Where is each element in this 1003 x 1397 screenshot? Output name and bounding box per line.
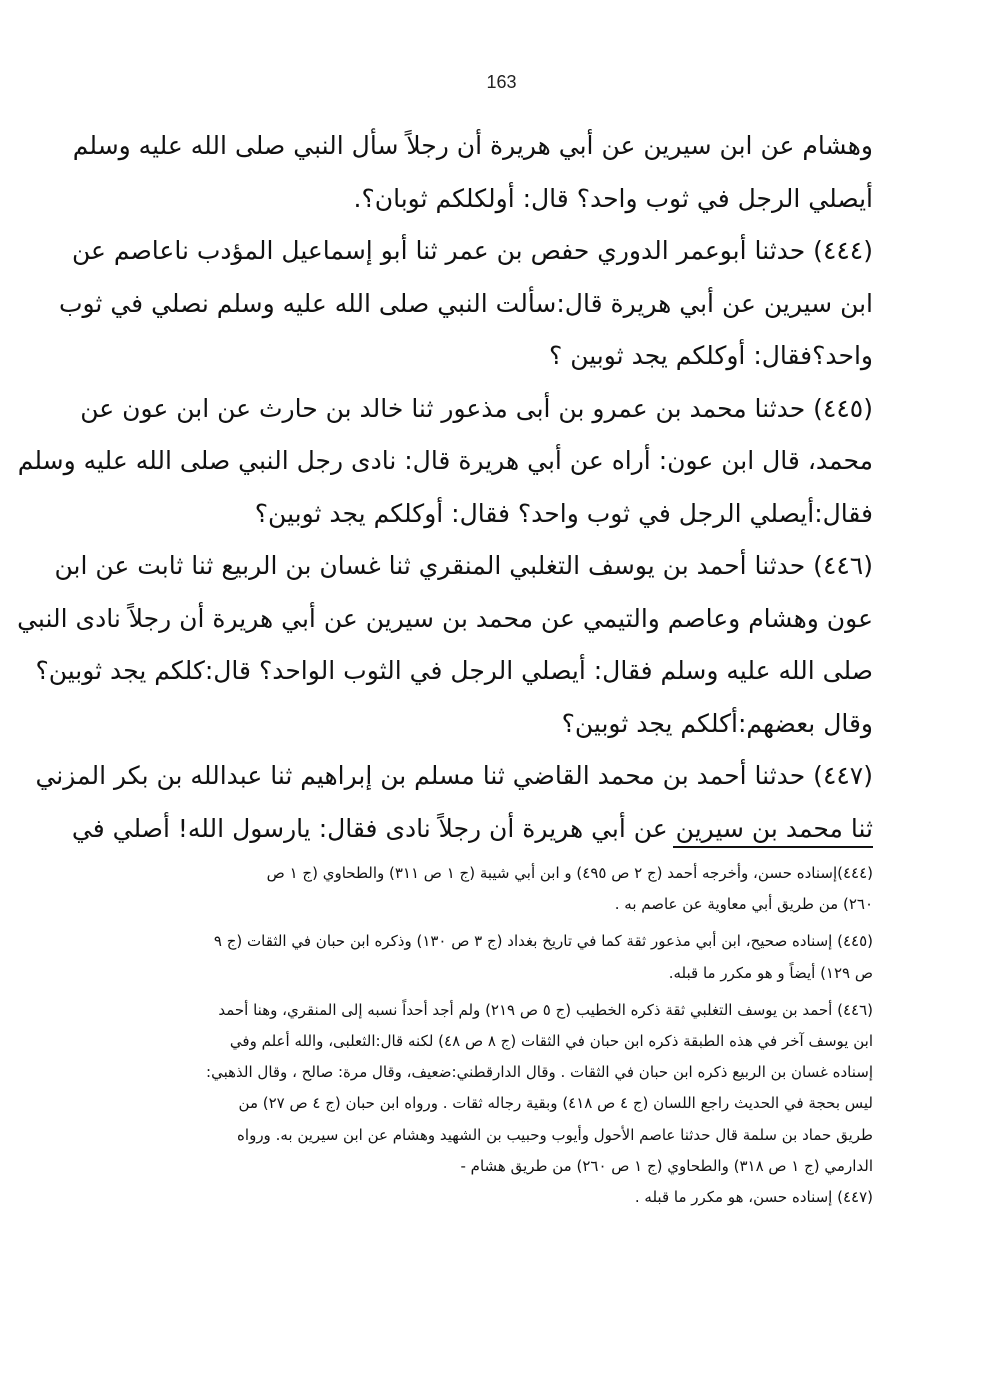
text-line: فقال:أيصلي الرجل في ثوب واحد؟ فقال: أوكلكم يجد ثوبين؟: [254, 498, 873, 528]
page-number: 163: [486, 72, 517, 92]
footnote-line: ص ١٢٩) أيضاً و هو مكرر ما قبله.: [668, 963, 873, 982]
footnote-line: ليس بحجة في الحديث راجع اللسان (ج ٤ ص ٤١٨) وبقية رجاله ثقات . ورواه ابن حبان (ج ٤ ص ٢٧) من: [238, 1094, 873, 1113]
text-line: (٤٤٤) حدثنا أبوعمر الدوري حفص بن عمر ثنا أبو إسماعيل المؤدب ناعاصم عن: [72, 236, 873, 265]
footnotes: [128, 858, 873, 1213]
text-line: (٤٤٧) حدثنا أحمد بن محمد القاضي ثنا مسلم بن إبراهيم ثنا عبدالله بن بكر المزني: [35, 761, 873, 790]
text-line: ثنا محمد بن سيرين عن أبي هريرة أن رجلاً نادى فقال: يارسول الله! أصلي في: [71, 813, 873, 843]
footnote-line: (٤٤٥) إسناده صحيح، ابن أبي مذعور ثقة كما في تاريخ بغداد (ج ٣ ص ١٣٠) وذكره ابن حبان في الثقات (ج ٩: [213, 932, 873, 951]
footnote-447: [128, 1182, 873, 1213]
footnote-separator: [673, 846, 873, 848]
footnote-line: ٢٦٠) من طريق أبي معاوية عن عاصم به .: [614, 895, 873, 914]
text-line: وهشام عن ابن سيرين عن أبي هريرة أن رجلاً سأل النبي صلى الله عليه وسلم: [72, 131, 873, 160]
text-line: واحد؟فقال: أوكلكم يجد ثوبين ؟: [549, 341, 873, 370]
footnote-line: طريق حماد بن سلمة قال حدثنا عاصم الأحول وأيوب وحبيب بن الشهيد وهشام عن ابن سيرين به. ورواه: [237, 1125, 873, 1144]
footnote-446: [128, 995, 873, 1182]
text-line: (٤٤٥) حدثنا محمد بن عمرو بن أبى مذعور ثنا خالد بن حارث عن ابن عون عن: [80, 393, 873, 423]
footnote-line: الدارمي (ج ١ ص ٣١٨) والطحاوي (ج ١ ص ٢٦٠) من طريق هشام -: [460, 1156, 873, 1175]
footnote-line: (٤٤٤)إسناده حسن، وأخرجه أحمد (ج ٢ ص ٤٩٥) و ابن أبي شيبة (ج ١ ص ٣١١) والطحاوي (ج ١ ص: [266, 864, 873, 882]
text-line: محمد، قال ابن عون: أراه عن أبي هريرة قال: نادى رجل النبي صلى الله عليه وسلم: [17, 446, 873, 475]
footnote-line: (٤٤٦) أحمد بن يوسف التغلبي ثقة ذكره الخطيب (ج ٥ ص ٢١٩) ولم أجد أحداً نسبه إلى المنقري، وهنا أحمد: [218, 1000, 873, 1019]
footnote-445: [128, 926, 873, 988]
text-line: أيصلي الرجل في ثوب واحد؟ قال: أولكلكم ثوبان؟.: [353, 183, 873, 213]
text-line: (٤٤٦) حدثنا أحمد بن يوسف التغلبي المنقري ثنا غسان بن الربيع ثنا ثابت عن ابن: [54, 551, 873, 580]
footnote-line: (٤٤٧) إسناده حسن، هو مكرر ما قبله .: [634, 1187, 873, 1206]
main-text: [17, 120, 873, 855]
footnote-line: إسناده غسان بن الربيع ذكره ابن حبان في الثقات . وقال الدارقطني:ضعيف، وقال مرة: صالح ، وقال الذهبي:: [206, 1063, 873, 1082]
text-line: عون وهشام وعاصم والتيمي عن محمد بن سيرين عن أبي هريرة أن رجلاً نادى النبي: [17, 603, 873, 633]
footnote-444: [128, 858, 873, 920]
text-line: ابن سيرين عن أبي هريرة قال:سألت النبي صلى الله عليه وسلم نصلي في ثوب: [58, 288, 873, 318]
footnote-line: ابن يوسف آخر في هذه الطبقة ذكره ابن حبان في الثقات (ج ٨ ص ٤٨) لكنه قال:الثعلبى، والله أعلم وفي: [229, 1031, 873, 1050]
text-line: وقال بعضهم:أكلكم يجد ثوبين؟: [561, 708, 873, 738]
text-line: صلى الله عليه وسلم فقال: أيصلي الرجل في الثوب الواحد؟ قال:كلكم يجد ثوبين؟: [35, 656, 873, 685]
